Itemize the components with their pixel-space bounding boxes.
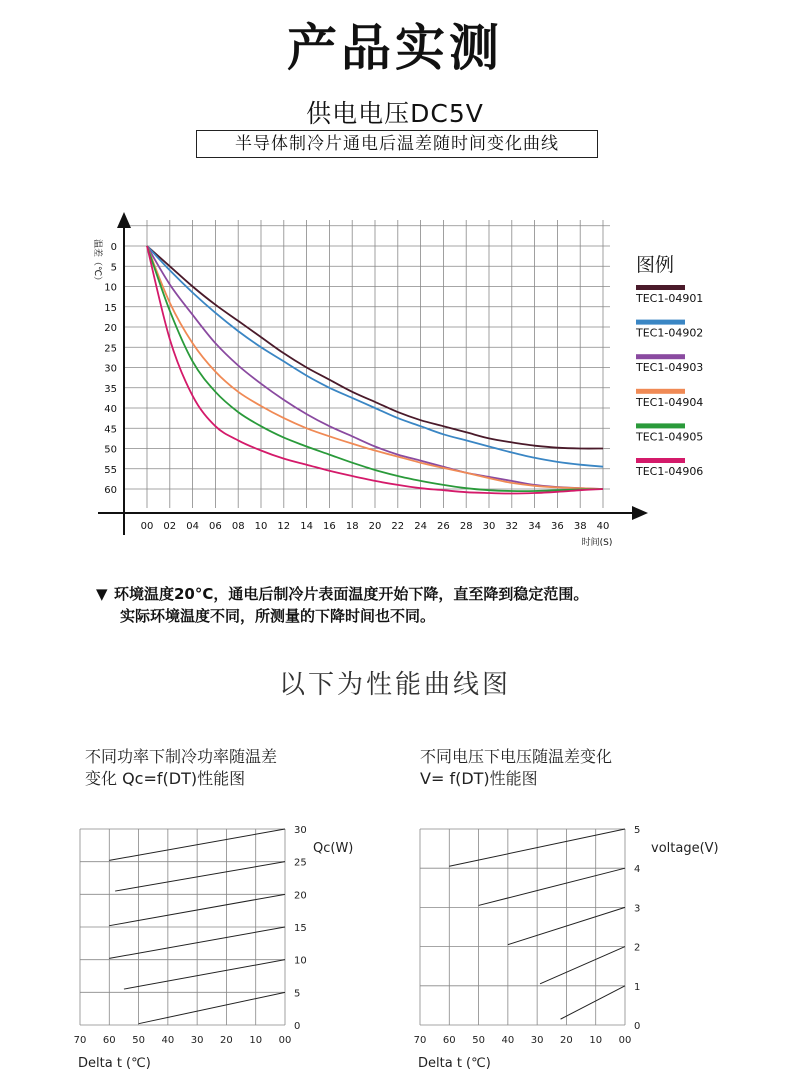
x-axis-label: Delta t (℃) [78, 1056, 151, 1071]
test-note [96, 583, 588, 627]
y-tick-label: 25 [104, 343, 117, 355]
power-chart-title-line-1: 不同功率下制冷功率随温差 [85, 747, 278, 766]
triangle-down-icon: ▼ [96, 585, 108, 603]
x-tick-label: 10 [589, 1035, 603, 1046]
legend-swatch [636, 458, 685, 463]
performance-line-5 [115, 862, 285, 891]
x-tick-label: 34 [528, 521, 541, 532]
voltage-performance-chart [400, 815, 740, 1080]
y-tick-label: 50 [104, 444, 117, 456]
x-tick-label: 50 [472, 1035, 485, 1046]
y-tick-label: 30 [294, 825, 307, 836]
x-tick-label: 16 [323, 521, 336, 532]
y-tick-label: 2 [634, 942, 641, 954]
performance-section-title: 以下为性能曲线图 [278, 670, 511, 700]
x-tick-label: 22 [391, 521, 405, 532]
y-tick-label: 40 [104, 404, 117, 415]
x-tick-label: 08 [231, 521, 245, 532]
x-tick-label: 70 [73, 1035, 87, 1046]
y-tick-label: 0 [634, 1021, 641, 1032]
y-tick-label: 0 [110, 242, 117, 253]
chart-subtitle: 半导体制冷片通电后温差随时间变化曲线 [196, 130, 598, 158]
x-tick-label: 40 [161, 1035, 175, 1046]
x-tick-label: 20 [220, 1035, 233, 1046]
legend-label: TEC1-04903 [636, 361, 704, 375]
x-tick-label: 40 [501, 1035, 515, 1046]
legend-label: TEC1-04905 [636, 430, 704, 444]
x-tick-label: 24 [414, 521, 427, 532]
voltage-chart-title-line-1: 不同电压下电压随温差变化 [420, 747, 613, 766]
note-line-2: 实际环境温度不同，所测量的下降时间也不同。 [120, 607, 436, 625]
y-tick-label: 5 [294, 988, 301, 1000]
y-tick-label: 55 [104, 464, 117, 476]
y-tick-label: 25 [294, 857, 307, 869]
x-tick-label: 40 [596, 521, 610, 532]
y-tick-label: 3 [634, 903, 641, 915]
x-tick-label: 38 [573, 521, 587, 532]
performance-line-1 [139, 992, 285, 1023]
x-axis-label: 时间(S) [581, 538, 613, 548]
y-tick-label: 15 [294, 923, 307, 934]
performance-line-4 [479, 868, 625, 905]
y-tick-label: 0 [294, 1021, 301, 1032]
y-tick-label: 10 [104, 282, 117, 294]
power-chart-title-line-2: 变化 Qc=f(DT)性能图 [85, 769, 246, 788]
y-tick-label: 20 [104, 323, 117, 334]
x-tick-label: 60 [442, 1035, 456, 1046]
y-tick-label: 5 [110, 262, 117, 274]
legend-swatch [636, 389, 685, 394]
y-axis-label: voltage(V) [651, 841, 719, 856]
x-tick-label: 10 [249, 1035, 263, 1046]
x-tick-label: 06 [209, 521, 222, 532]
note-line-1: 环境温度20°C，通电后制冷片表面温度开始下降，直至降到稳定范围。 [114, 585, 589, 603]
x-tick-label: 10 [254, 521, 268, 532]
legend-label: TEC1-04906 [636, 465, 704, 478]
x-tick-label: 20 [560, 1035, 573, 1046]
x-tick-label: 30 [190, 1035, 204, 1046]
power-chart-title [85, 746, 277, 790]
y-tick-label: 10 [294, 955, 307, 967]
x-tick-label: 20 [368, 521, 382, 532]
x-axis-label: Delta t (℃) [418, 1056, 491, 1071]
y-axis-arrow [117, 212, 131, 228]
y-tick-label: 60 [104, 485, 117, 496]
x-tick-label: 00 [278, 1035, 292, 1046]
y-tick-label: 45 [104, 424, 117, 436]
x-tick-label: 14 [300, 521, 313, 532]
legend-label: TEC1-04904 [636, 395, 704, 409]
x-tick-label: 18 [345, 521, 359, 532]
legend-swatch [636, 320, 685, 325]
y-tick-label: 15 [104, 302, 117, 314]
y-tick-label: 35 [104, 383, 117, 395]
y-tick-label: 4 [634, 864, 641, 876]
x-tick-label: 00 [140, 521, 154, 532]
page-title: 产品实测 [287, 19, 503, 77]
x-tick-label: 36 [551, 521, 564, 532]
y-tick-label: 20 [294, 890, 307, 902]
x-tick-label: 04 [186, 521, 199, 532]
y-axis-label: 温差（℃） [92, 239, 102, 286]
x-tick-label: 26 [437, 521, 450, 532]
qc-performance-chart [60, 815, 380, 1080]
legend-swatch [636, 354, 685, 359]
x-tick-label: 00 [618, 1035, 632, 1046]
legend-swatch [636, 285, 685, 290]
x-tick-label: 70 [413, 1035, 427, 1046]
legend-title: 图例 [636, 254, 675, 276]
x-tick-label: 30 [482, 521, 496, 532]
supply-voltage-label: 供电电压DC5V [306, 99, 484, 128]
x-tick-label: 30 [530, 1035, 544, 1046]
performance-line-1 [561, 986, 625, 1019]
x-tick-label: 32 [505, 521, 519, 532]
legend-label: TEC1-04902 [636, 326, 704, 340]
y-tick-label: 5 [634, 825, 641, 836]
x-axis-arrow [632, 506, 648, 520]
temperature-difference-chart [0, 200, 790, 580]
voltage-chart-title-line-2: V= f(DT)性能图 [420, 769, 538, 788]
legend-label: TEC1-04901 [636, 292, 704, 305]
performance-line-2 [124, 960, 285, 989]
x-tick-label: 28 [459, 521, 473, 532]
y-axis-label: Qc(W) [313, 841, 354, 856]
y-tick-label: 1 [634, 981, 641, 993]
y-tick-label: 30 [104, 363, 117, 375]
voltage-chart-title [420, 746, 612, 790]
x-tick-label: 02 [163, 521, 177, 532]
x-tick-label: 50 [132, 1035, 145, 1046]
performance-line-2 [540, 947, 625, 984]
x-tick-label: 12 [277, 521, 291, 532]
legend-swatch [636, 423, 685, 428]
x-tick-label: 60 [102, 1035, 116, 1046]
